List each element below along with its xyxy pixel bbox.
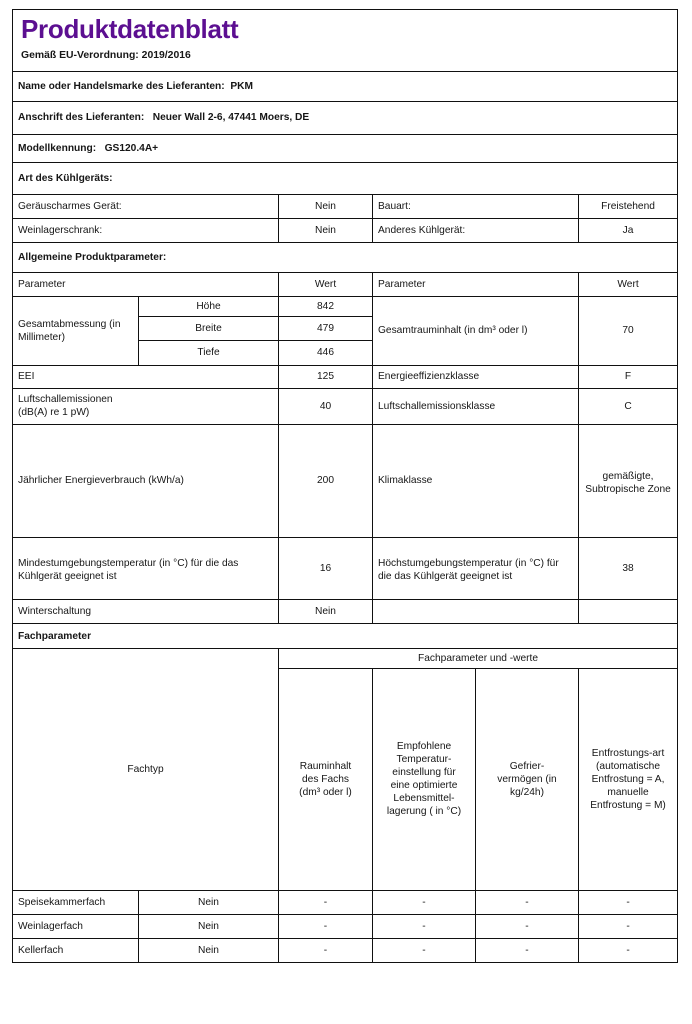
noise-emission-label xyxy=(13,388,279,424)
compartment-name-speisekammerfach: Speisekammerfach xyxy=(13,890,139,914)
winter-setting-empty-value xyxy=(579,599,678,623)
compartment-freezing-kellerfach: - xyxy=(476,938,579,962)
compartment-freezing-weinlagerfach: - xyxy=(476,914,579,938)
noise-emission-label-line2: (dB(A) re 1 pW) xyxy=(18,407,90,419)
table-row xyxy=(13,599,678,623)
table-row xyxy=(13,537,678,599)
model-row xyxy=(13,134,678,162)
compartment-defrost-weinlagerfach: - xyxy=(579,914,678,938)
quiet-appliance-value: Nein xyxy=(279,194,373,218)
general-parameters-section-label: Allgemeine Produktparameter: xyxy=(13,242,678,272)
hdr-line: kg/24h) xyxy=(510,786,544,798)
hdr-line: (dm³ oder l) xyxy=(299,786,352,798)
hdr-line: Gefrier- xyxy=(509,760,545,772)
supplier-address-row xyxy=(13,101,678,134)
dimension-height-label: Höhe xyxy=(139,296,279,316)
min-ambient-temperature-value: 16 xyxy=(279,537,373,599)
model-value: GS120.4A+ xyxy=(104,142,159,154)
min-ambient-temperature-label: Mindestumgebungstemperatur (in °C) für die das Kühlgerät geeignet ist xyxy=(13,537,279,599)
compartment-present-speisekammerfach: Nein xyxy=(139,890,279,914)
model-cell xyxy=(13,134,678,162)
compartment-type-header: Fachtyp xyxy=(13,648,279,890)
hdr-line: manuelle xyxy=(607,786,649,798)
supplier-name-row xyxy=(13,71,678,101)
energy-class-value: F xyxy=(579,365,678,388)
appliance-type-section-row xyxy=(13,162,678,194)
compartment-present-weinlagerfach: Nein xyxy=(139,914,279,938)
construction-type-value: Freistehend xyxy=(579,194,678,218)
supplier-address-label: Anschrift des Lieferanten: xyxy=(18,112,145,124)
hdr-line: Empfohlene xyxy=(396,741,452,753)
dimension-depth-value: 446 xyxy=(279,340,373,365)
wine-storage-value: Nein xyxy=(279,218,373,242)
general-parameters-section-row xyxy=(13,242,678,272)
table-row xyxy=(13,218,678,242)
model-label: Modellkennung: xyxy=(18,142,97,154)
compartment-section-label: Fachparameter xyxy=(13,623,678,648)
other-appliance-value: Ja xyxy=(579,218,678,242)
noise-class-label: Luftschallemissionsklasse xyxy=(373,388,579,424)
table-row xyxy=(13,365,678,388)
param-header-right: Parameter xyxy=(373,272,579,296)
compartment-name-weinlagerfach: Weinlagerfach xyxy=(13,914,139,938)
hdr-line: (automatische xyxy=(596,760,661,772)
other-appliance-label: Anderes Kühlgerät: xyxy=(373,218,579,242)
noise-emission-value: 40 xyxy=(279,388,373,424)
overall-dimensions-label: Gesamtabmessung (in Millimeter) xyxy=(13,296,139,365)
max-ambient-temperature-label: Höchstumgebungstemperatur (in °C) für die das Kühlgerät geeignet ist xyxy=(373,537,579,599)
compartment-group-header-row xyxy=(13,648,678,668)
table-row xyxy=(13,388,678,424)
quiet-appliance-label: Geräuscharmes Gerät: xyxy=(13,194,279,218)
compartment-volume-kellerfach: - xyxy=(279,938,373,962)
compartment-present-kellerfach: Nein xyxy=(139,938,279,962)
winter-setting-value: Nein xyxy=(279,599,373,623)
compartment-temperature-header xyxy=(373,668,476,890)
hdr-line: Lebensmittel- xyxy=(393,793,455,805)
hdr-line: des Fachs xyxy=(302,773,349,785)
product-datasheet-table xyxy=(12,9,678,963)
winter-setting-empty-label xyxy=(373,599,579,623)
compartment-group-header: Fachparameter und -werte xyxy=(279,648,678,668)
compartment-defrost-type-header xyxy=(579,668,678,890)
dimension-width-label: Breite xyxy=(139,316,279,340)
compartment-volume-header xyxy=(279,668,373,890)
construction-type-label: Bauart: xyxy=(373,194,579,218)
compartment-temp-kellerfach: - xyxy=(373,938,476,962)
annual-energy-value: 200 xyxy=(279,424,373,537)
dimension-width-value: 479 xyxy=(279,316,373,340)
supplier-name-label: Name oder Handelsmarke des Lieferanten: xyxy=(18,80,225,92)
compartment-name-kellerfach: Kellerfach xyxy=(13,938,139,962)
supplier-name-cell xyxy=(13,71,678,101)
compartment-temp-weinlagerfach: - xyxy=(373,914,476,938)
hdr-line: einstellung für xyxy=(392,767,456,779)
compartment-defrost-speisekammerfach: - xyxy=(579,890,678,914)
climate-class-label: Klimaklasse xyxy=(373,424,579,537)
climate-class-value: gemäßigte, Subtropische Zone xyxy=(579,424,678,537)
compartment-section-row xyxy=(13,623,678,648)
supplier-address-value: Neuer Wall 2-6, 47441 Moers, DE xyxy=(152,112,310,124)
table-row xyxy=(13,296,678,316)
title-row xyxy=(13,10,678,72)
hdr-line: lagerung ( in °C) xyxy=(386,806,462,818)
eei-value: 125 xyxy=(279,365,373,388)
supplier-name-value: PKM xyxy=(230,80,253,92)
total-volume-value: 70 xyxy=(579,296,678,365)
total-volume-label: Gesamtrauminhalt (in dm³ oder l) xyxy=(373,296,579,365)
value-header-right: Wert xyxy=(579,272,678,296)
dimension-height-value: 842 xyxy=(279,296,373,316)
page-title: Produktdatenblatt xyxy=(21,14,239,44)
dimension-depth-label: Tiefe xyxy=(139,340,279,365)
noise-class-value: C xyxy=(579,388,678,424)
hdr-line: Entfrostung = M) xyxy=(590,799,666,811)
noise-emission-label-line1: Luftschallemissionen xyxy=(18,394,113,406)
value-header-left: Wert xyxy=(279,272,373,296)
wine-storage-label: Weinlagerschrank: xyxy=(13,218,279,242)
compartment-freezing-capacity-header xyxy=(476,668,579,890)
winter-setting-label: Winterschaltung xyxy=(13,599,279,623)
regulation-subtitle: Gemäß EU-Verordnung: 2019/2016 xyxy=(21,50,191,62)
compartment-defrost-kellerfach: - xyxy=(579,938,678,962)
annual-energy-label: Jährlicher Energieverbrauch (kWh/a) xyxy=(13,424,279,537)
appliance-type-section-label: Art des Kühlgeräts: xyxy=(13,162,678,194)
compartment-volume-speisekammerfach: - xyxy=(279,890,373,914)
general-parameters-header-row xyxy=(13,272,678,296)
hdr-line: Rauminhalt xyxy=(299,760,352,772)
hdr-line: eine optimierte xyxy=(390,780,458,792)
table-row xyxy=(13,194,678,218)
hdr-line: Entfrostung = A, xyxy=(591,773,665,785)
hdr-line: vermögen (in xyxy=(497,773,557,785)
hdr-line: Entfrostungs-art xyxy=(591,747,665,759)
table-row xyxy=(13,890,678,914)
table-row xyxy=(13,938,678,962)
supplier-address-cell xyxy=(13,101,678,134)
param-header-left: Parameter xyxy=(13,272,279,296)
table-row xyxy=(13,914,678,938)
table-row xyxy=(13,424,678,537)
max-ambient-temperature-value: 38 xyxy=(579,537,678,599)
compartment-freezing-speisekammerfach: - xyxy=(476,890,579,914)
compartment-volume-weinlagerfach: - xyxy=(279,914,373,938)
energy-class-label: Energieeffizienzklasse xyxy=(373,365,579,388)
hdr-line: Temperatur- xyxy=(396,754,452,766)
eei-label: EEI xyxy=(13,365,279,388)
title-cell xyxy=(13,10,678,72)
compartment-temp-speisekammerfach: - xyxy=(373,890,476,914)
